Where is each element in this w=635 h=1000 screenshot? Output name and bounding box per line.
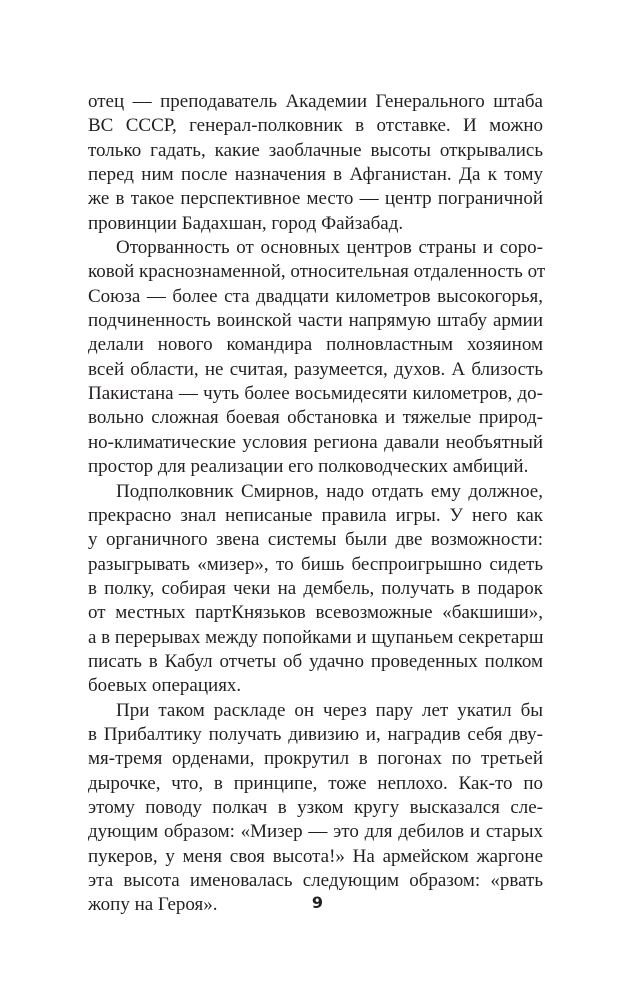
text-line: от местных партКнязьков всевозможные «бакшиши», bbox=[88, 602, 543, 624]
text-line: боевых операциях. bbox=[88, 675, 242, 697]
text-line: Подполковник Смирнов, надо отдать ему должное, bbox=[116, 480, 543, 502]
text-line: дырочке, что, в принципе, тоже неплохо. Как-то по bbox=[88, 772, 543, 794]
text-line: эта высота именовалась следующим образом: «рвать bbox=[88, 870, 543, 891]
book-page-text bbox=[88, 90, 546, 918]
text-line: прекрасно знал неписаные правила игры. У него как bbox=[88, 504, 543, 526]
paragraph-3 bbox=[88, 480, 543, 699]
text-line: ковой краснознаменной, относительная отдаленность от bbox=[88, 261, 546, 283]
text-line: простор для реализации его полководческих амбиций. bbox=[88, 456, 529, 478]
text-line: перед ним после назначения в Афганистан. Да к тому bbox=[88, 164, 543, 186]
text-line: разыгрывать «мизер», то бишь беспроигрышно сидеть bbox=[88, 553, 543, 575]
text-line: пукеров, у меня своя высота!» На армейском жаргоне bbox=[88, 845, 543, 867]
text-line: в Прибалтику получать дивизию и, наградив себя дву- bbox=[88, 723, 543, 745]
paragraph-1 bbox=[88, 90, 543, 236]
text-line: Союза — более ста двадцати километров высокогорья, bbox=[88, 285, 543, 307]
text-line: в полку, собирая чеки на дембель, получать в подарок bbox=[88, 577, 543, 599]
text-line: у органичного звена системы были две возможности: bbox=[88, 529, 543, 551]
text-line: жопу на Героя». bbox=[88, 894, 218, 916]
text-line: дующим образом: «Мизер — это для дебилов и старых bbox=[88, 821, 543, 843]
text-line: а в перерывах между попойками и щупаньем секретарш bbox=[88, 626, 544, 648]
text-line: только гадать, какие заоблачные высоты открывались bbox=[88, 139, 543, 161]
text-line: всей области, не считая, разумеется, духов. А близость bbox=[88, 358, 543, 380]
text-line: писать в Кабул отчеты об удачно проведенных полком bbox=[88, 650, 543, 672]
text-line: но-климатические условия региона давали необъятный bbox=[88, 431, 543, 453]
text-line: мя-тремя орденами, прокрутил в погонах по третьей bbox=[88, 748, 543, 770]
text-line: Оторванность от основных центров страны и соро- bbox=[116, 237, 543, 259]
text-line: провинции Бадахшан, город Файзабад. bbox=[88, 212, 404, 234]
text-line: этому поводу полкач в узком кругу высказался сле- bbox=[88, 796, 543, 818]
text-line: же в такое перспективное место — центр пограничной bbox=[88, 188, 543, 210]
text-line: отец — преподаватель Академии Генерального штаба bbox=[88, 91, 543, 112]
text-line: вольно сложная боевая обстановка и тяжелые природ- bbox=[88, 407, 543, 429]
text-line: ВС СССР, генерал-полковник в отставке. И можно bbox=[88, 115, 543, 137]
page-number: 9 bbox=[311, 893, 324, 912]
paragraph-4 bbox=[88, 699, 543, 918]
paragraph-2 bbox=[88, 236, 546, 479]
text-line: Пакистана — чуть более восьмидесяти километров, до- bbox=[88, 383, 543, 405]
text-line: подчиненность воинской части напрямую штабу армии bbox=[88, 310, 543, 332]
text-line: делали нового командира полновластным хозяином bbox=[88, 334, 543, 356]
text-line: При таком раскладе он через пару лет укатил бы bbox=[116, 699, 543, 721]
